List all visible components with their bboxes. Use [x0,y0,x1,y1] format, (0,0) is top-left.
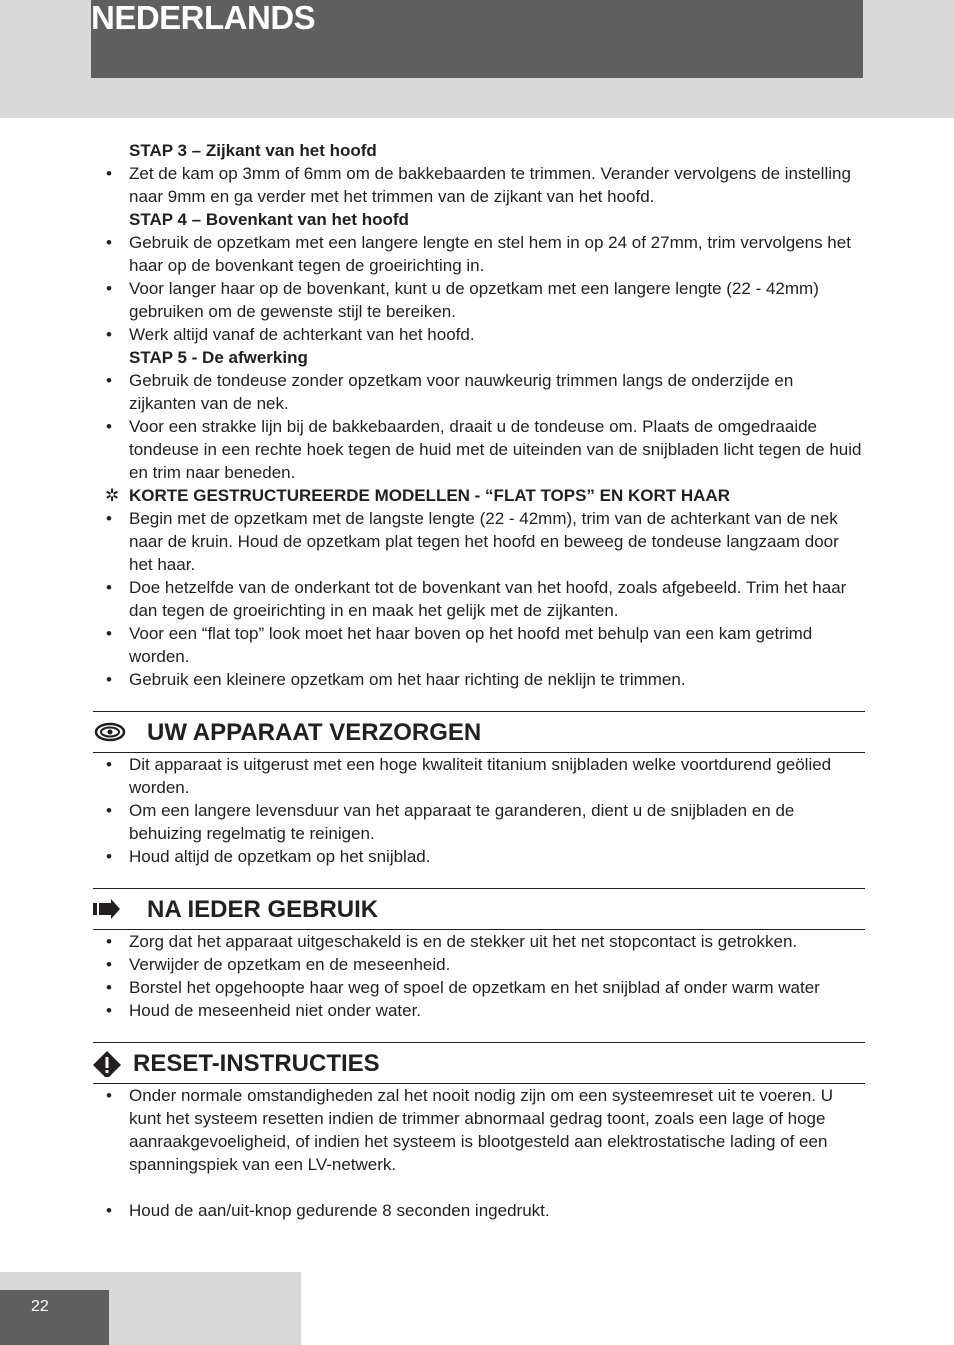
header-box [91,0,863,78]
list-item: • Zorg dat het apparaat uitgeschakeld is en de stekker uit het net stopcontact is getrokken. [93,930,865,953]
page-content [93,139,865,1222]
step-5-heading: STAP 5 - De afwerking [129,348,308,367]
after-use-section-heading [93,888,865,930]
care-section-heading [93,711,865,753]
list-item: • Doe hetzelfde van de onderkant tot de bovenkant van het hoofd, zoals afgebeeld. Trim het haar dan tegen de groeirichting in en maak het gelijk met de zijkanten. [93,576,865,622]
list-item: • Gebruik de tondeuse zonder opzetkam voor nauwkeurig trimmen langs de onderzijde en zijkanten van de nek. [93,369,865,415]
list-item: • Dit apparaat is uitgerust met een hoge kwaliteit titanium snijbladen welke voortdurend geölied worden. [93,753,865,799]
flat-tops-heading [93,484,865,507]
list-item: • Houd de meseenheid niet onder water. [93,999,865,1022]
list-item: • Voor langer haar op de bovenkant, kunt u de opzetkam met een langere lengte (22 - 42mm) gebruiken om de gewenste stijl te bereiken. [93,277,865,323]
star-icon: ✲ [105,486,120,505]
list-item: • Gebruik een kleinere opzetkam om het haar richting de neklijn te trimmen. [93,668,865,691]
list-item: • Gebruik de opzetkam met een langere lengte en stel hem in op 24 of 27mm, trim vervolgens het haar op de bovenkant tegen de groeirichting in. [93,231,865,277]
list-item: • Werk altijd vanaf de achterkant van het hoofd. [93,323,865,346]
spacer [93,1176,865,1199]
page-number: 22 [31,1298,49,1315]
arrow-right-icon [93,897,127,921]
after-use-section-title: NA IEDER GEBRUIK [147,896,379,923]
reset-section-heading [93,1042,865,1084]
eye-icon [93,720,127,744]
list-item: • Voor een “flat top” look moet het haar boven op het hoofd met behulp van een kam getrimd worden. [93,622,865,668]
footer-box [0,1290,109,1345]
step-3-heading: STAP 3 – Zijkant van het hoofd [129,141,377,160]
list-item: • Houd altijd de opzetkam op het snijblad. [93,845,865,868]
flat-tops-heading-text: KORTE GESTRUCTUREERDE MODELLEN - “FLAT TOPS” EN KORT HAAR [129,486,730,505]
list-item: • Onder normale omstandigheden zal het nooit nodig zijn om een systeemreset uit te voeren. U kunt het systeem resetten indien de trimmer abnormaal gedrag toont, zoals een lage of hoge aanraakgevoeligheid, of indien het systeem is blootgesteld aan elektrostatische lading of een spanningspiek van een LV-netwerk. [93,1084,865,1176]
list-item: • Verwijder de opzetkam en de meseenheid. [93,953,865,976]
warning-icon [93,1049,127,1077]
care-section-title: UW APPARAAT VERZORGEN [147,719,482,746]
page-title: NEDERLANDS [91,0,316,36]
list-item: • Begin met de opzetkam met de langste lengte (22 - 42mm), trim van de achterkant van de nek naar de kruin. Houd de opzetkam plat tegen het hoofd en beweeg de tondeuse langzaam door het haar. [93,507,865,576]
list-item: • Borstel het opgehoopte haar weg of spoel de opzetkam en het snijblad af onder warm water [93,976,865,999]
step-4-heading: STAP 4 – Bovenkant van het hoofd [129,210,409,229]
list-item: • Om een langere levensduur van het apparaat te garanderen, dient u de snijbladen en de behuizing regelmatig te reinigen. [93,799,865,845]
list-item: • Voor een strakke lijn bij de bakkebaarden, draait u de tondeuse om. Plaats de omgedraaide tondeuse in een rechte hoek tegen de huid met de uiteinden van de snijbladen licht tegen de huid en trim naar beneden. [93,415,865,484]
list-item: • Zet de kam op 3mm of 6mm om de bakkebaarden te trimmen. Verander vervolgens de instelling naar 9mm en ga verder met het trimmen van de zijkant van het hoofd. [93,162,865,208]
reset-section-title: RESET-INSTRUCTIES [133,1050,380,1077]
list-item: • Houd de aan/uit-knop gedurende 8 seconden ingedrukt. [93,1199,865,1222]
